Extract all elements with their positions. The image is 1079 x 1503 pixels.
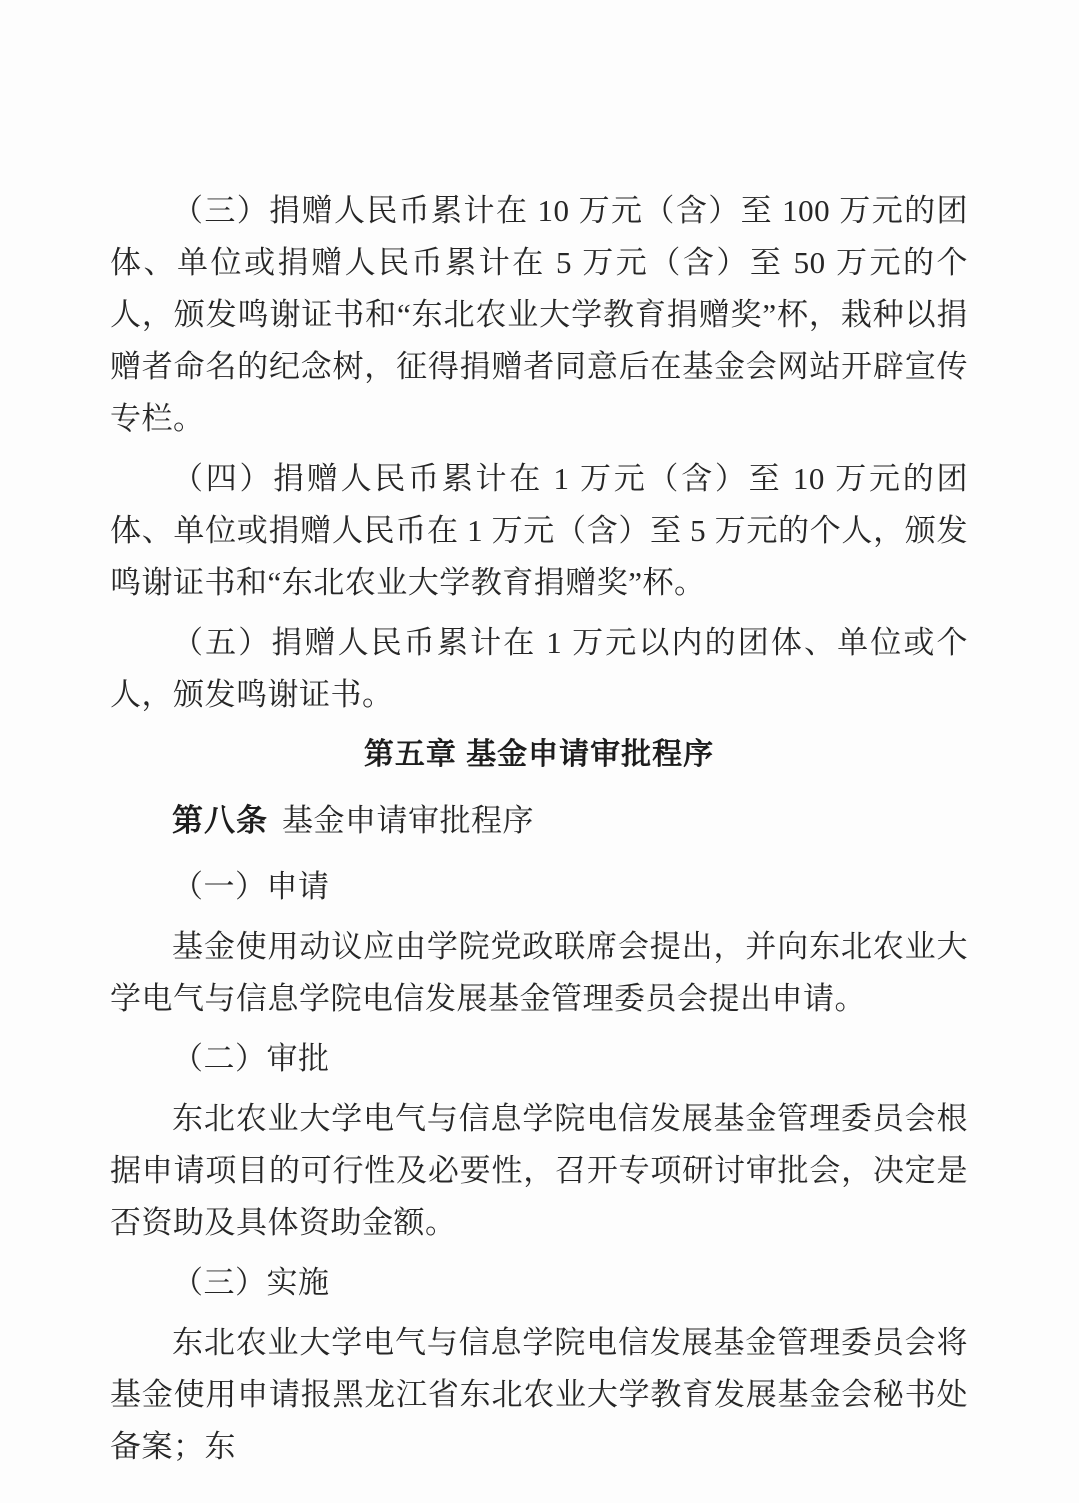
paragraph: （五）捐赠人民币累计在 1 万元以内的团体、单位或个人，颁发鸣谢证书。 xyxy=(110,625,968,712)
paragraph: （二）审批 xyxy=(172,1041,330,1076)
paragraph: （一）申请 xyxy=(172,869,330,904)
article-title: 基金申请审批程序 xyxy=(282,803,534,838)
article-number: 第八条 xyxy=(172,803,268,838)
paragraph: 基金使用动议应由学院党政联席会提出，并向东北农业大学电气与信息学院电信发展基金管理委员会提出申请。 xyxy=(110,929,968,1016)
chapter-heading: 第五章 基金申请审批程序 xyxy=(363,738,715,771)
paragraph: 东北农业大学电气与信息学院电信发展基金管理委员会根据申请项目的可行性及必要性，召开专项研讨审批会，决定是否资助及具体资助金额。 xyxy=(110,1101,968,1240)
paragraph: （四）捐赠人民币累计在 1 万元（含）至 10 万元的团体、单位或捐赠人民币在 1 万元（含）至 5 万元的个人，颁发鸣谢证书和“东北农业大学教育捐赠奖”杯。 xyxy=(110,461,968,600)
paragraph: 东北农业大学电气与信息学院电信发展基金管理委员会将基金使用申请报黑龙江省东北农业大学教育发展基金会秘书处备案；东 xyxy=(110,1325,968,1464)
article-heading xyxy=(110,795,968,847)
paragraph: （三）实施 xyxy=(172,1265,330,1300)
paragraph: （三）捐赠人民币累计在 10 万元（含）至 100 万元的团体、单位或捐赠人民币累计在 5 万元（含）至 50 万元的个人，颁发鸣谢证书和“东北农业大学教育捐赠奖”杯，栽种以捐赠者命名的纪念树，征得捐赠者同意后在基金会网站开辟宣传专栏。 xyxy=(110,193,968,436)
